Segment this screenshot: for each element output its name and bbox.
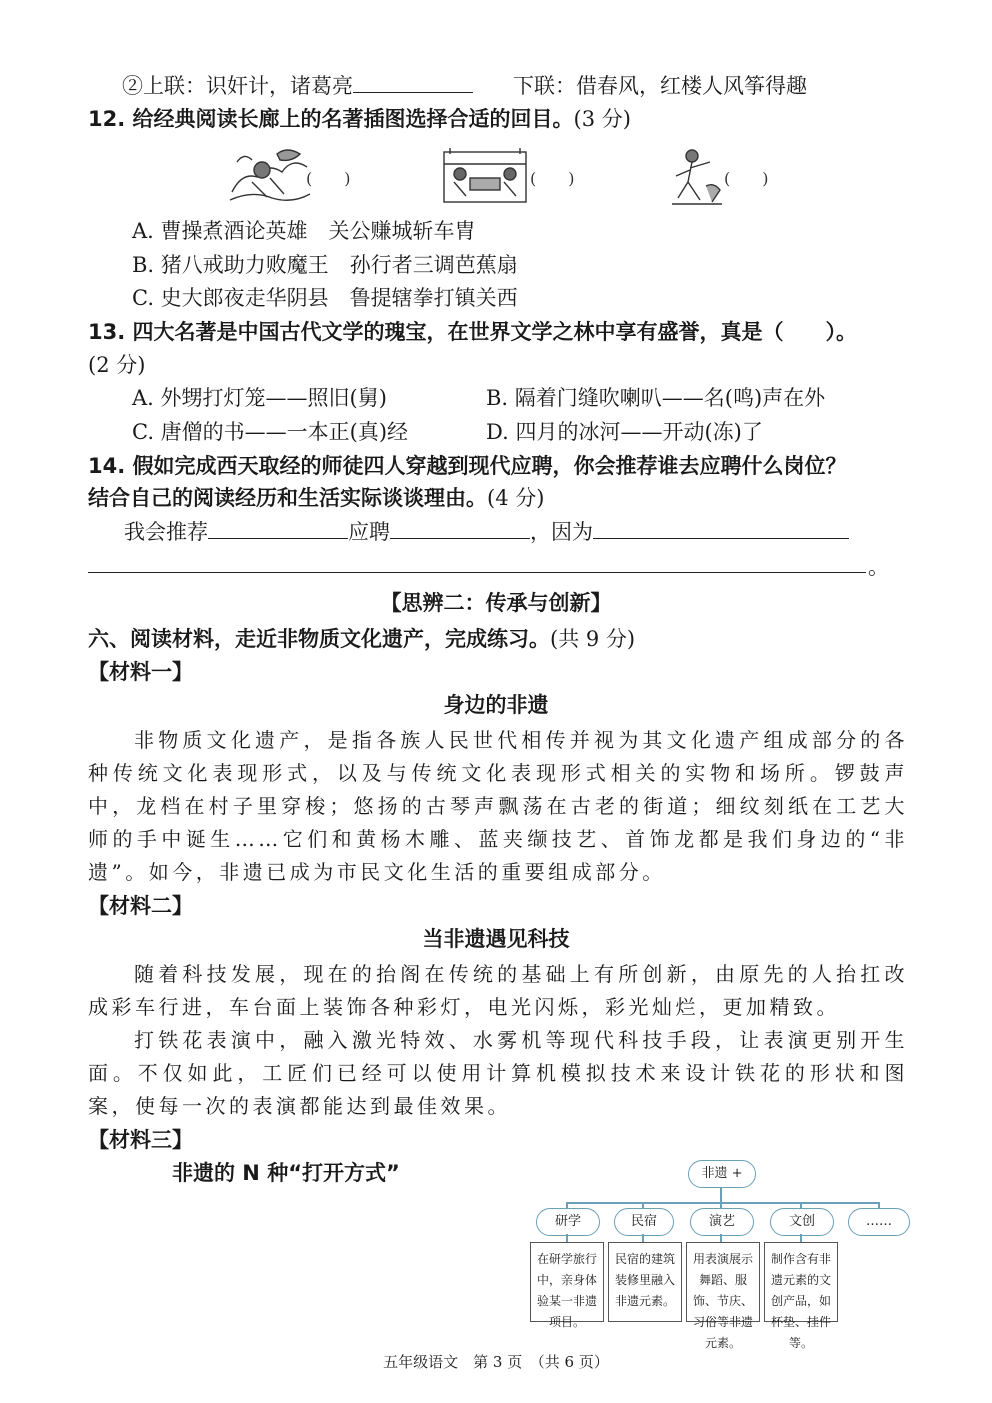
illustration-3-fist-fight xyxy=(666,146,726,208)
diagram-connector-bar xyxy=(566,1202,880,1204)
q12-paren-2[interactable]: ( ) xyxy=(530,169,575,188)
page-footer: 五年级语文 第 3 页 （共 6 页） xyxy=(383,1353,609,1371)
section-heading: 【思辨二：传承与创新】 xyxy=(380,591,612,615)
q12-option-b[interactable]: B. 猪八戒助力败魔王 孙行者三调芭蕉扇 xyxy=(132,253,518,277)
diagram-root-node: 非遗 + xyxy=(688,1160,756,1188)
diagram-box-creative: 制作含有非遗元素的文创产品，如杯垫、挂件等。 xyxy=(764,1242,838,1322)
q14-person-blank[interactable] xyxy=(208,516,348,539)
material-2-label: 【材料二】 xyxy=(88,894,193,918)
q13-score: (2 分) xyxy=(88,353,146,377)
q12-paren-3[interactable]: ( ) xyxy=(724,169,769,188)
material-3-title: 非遗的 N 种“打开方式” xyxy=(172,1161,400,1185)
material-1-title: 身边的非遗 xyxy=(443,693,549,717)
q14-title-2: 结合自己的阅读经历和生活实际谈谈理由。(4 分) xyxy=(88,486,545,510)
material-3-label: 【材料三】 xyxy=(88,1128,193,1152)
diagram-node-creative: 文创 xyxy=(770,1208,834,1236)
diagram-node-more: …… xyxy=(848,1208,910,1236)
diagram-drop-3 xyxy=(720,1234,722,1242)
q12-option-c[interactable]: C. 史大郎夜走华阴县 鲁提辖拳打镇关西 xyxy=(132,286,518,310)
diagram-node-performance: 演艺 xyxy=(690,1208,754,1236)
q14-reason-line-2[interactable] xyxy=(88,572,866,573)
q14-job-blank[interactable] xyxy=(390,516,530,539)
q13-option-b[interactable]: B. 隔着门缝吹喇叭——名(鸣)声在外 xyxy=(486,386,826,410)
q11-answer-blank[interactable] xyxy=(353,70,473,93)
material-1-text: 非物质文化遗产，是指各族人民世代相传并视为其文化遗产组成部分的各种传统文化表现形式，以及与传统文化表现形式相关的实物和场所。锣鼓声中，龙档在村子里穿梭；悠扬的古琴声飘荡在古老的街道；细纹刻纸在工艺大师的手中诞生……它们和黄杨木雕、蓝夹缬技艺、首饰龙都是我们身边的“非遗”。如今，非遗已成为市民文化生活的重要组成部分。 xyxy=(88,728,908,884)
q12-title: 12. 给经典阅读长廊上的名著插图选择合适的回目。(3 分) xyxy=(88,107,631,131)
q13-option-a[interactable]: A. 外甥打灯笼——照旧(舅) xyxy=(132,386,387,410)
diagram-drop-1 xyxy=(566,1234,568,1242)
q11-item2 xyxy=(122,70,807,101)
diagram-drop-2 xyxy=(642,1234,644,1242)
q11-left: ②上联：识奸计，诸葛亮 xyxy=(122,74,353,98)
diagram-connector-stem xyxy=(720,1188,722,1202)
q14-title: 14. 假如完成西天取经的师徒四人穿越到现代应聘，你会推荐谁去应聘什么岗位？ xyxy=(88,454,847,478)
q14-end-mark: 。 xyxy=(868,555,889,579)
q13-title: 13. 四大名著是中国古代文学的瑰宝，在世界文学之林中享有盛誉，真是（ ）。 xyxy=(88,320,858,344)
q14-answer-line: 我会推荐 应聘 ，因为 xyxy=(124,516,849,547)
material-2-para-2: 打铁花表演中，融入激光特效、水雾机等现代科技手段，让表演更别开生面。不仅如此，工匠们已经可以使用计算机模拟技术来设计铁花的形状和图案，使每一次的表演都能达到最佳效果。 xyxy=(88,1028,908,1118)
q14-reason-blank[interactable] xyxy=(593,516,849,539)
q12-paren-1[interactable]: ( ) xyxy=(306,169,351,188)
diagram-box-performance: 用表演展示舞蹈、服饰、节庆、习俗等非遗元素。 xyxy=(686,1242,760,1322)
section-six-title: 六、阅读材料，走近非物质文化遗产，完成练习。(共 9 分) xyxy=(88,627,636,651)
diagram-box-study: 在研学旅行中，亲身体验某一非遗项目。 xyxy=(530,1242,604,1322)
material-2-para-1: 随着科技发展，现在的抬阁在传统的基础上有所创新，由原先的人抬扛改成彩车行进，车台面上装饰各种彩灯，电光闪烁，彩光灿烂，更加精致。 xyxy=(88,962,908,1019)
illustration-2-wine-meeting xyxy=(440,144,530,206)
diagram-node-study: 研学 xyxy=(536,1208,600,1236)
q12-option-a[interactable]: A. 曹操煮酒论英雄 关公赚城斩车胄 xyxy=(132,219,476,243)
material-2-title: 当非遗遇见科技 xyxy=(422,927,570,951)
q13-option-d[interactable]: D. 四月的冰河——开动(冻)了 xyxy=(486,420,763,444)
diagram-box-homestay: 民宿的建筑装修里融入非遗元素。 xyxy=(608,1242,682,1322)
material-1-label: 【材料一】 xyxy=(88,660,193,684)
diagram-drop-4 xyxy=(800,1234,802,1242)
diagram-node-homestay: 民宿 xyxy=(614,1208,674,1236)
q13-option-c[interactable]: C. 唐僧的书——一本正(真)经 xyxy=(132,420,409,444)
illustration-1-monkey-fan xyxy=(222,142,314,206)
q11-right: 下联：借春风，红楼人风筝得趣 xyxy=(513,74,807,98)
